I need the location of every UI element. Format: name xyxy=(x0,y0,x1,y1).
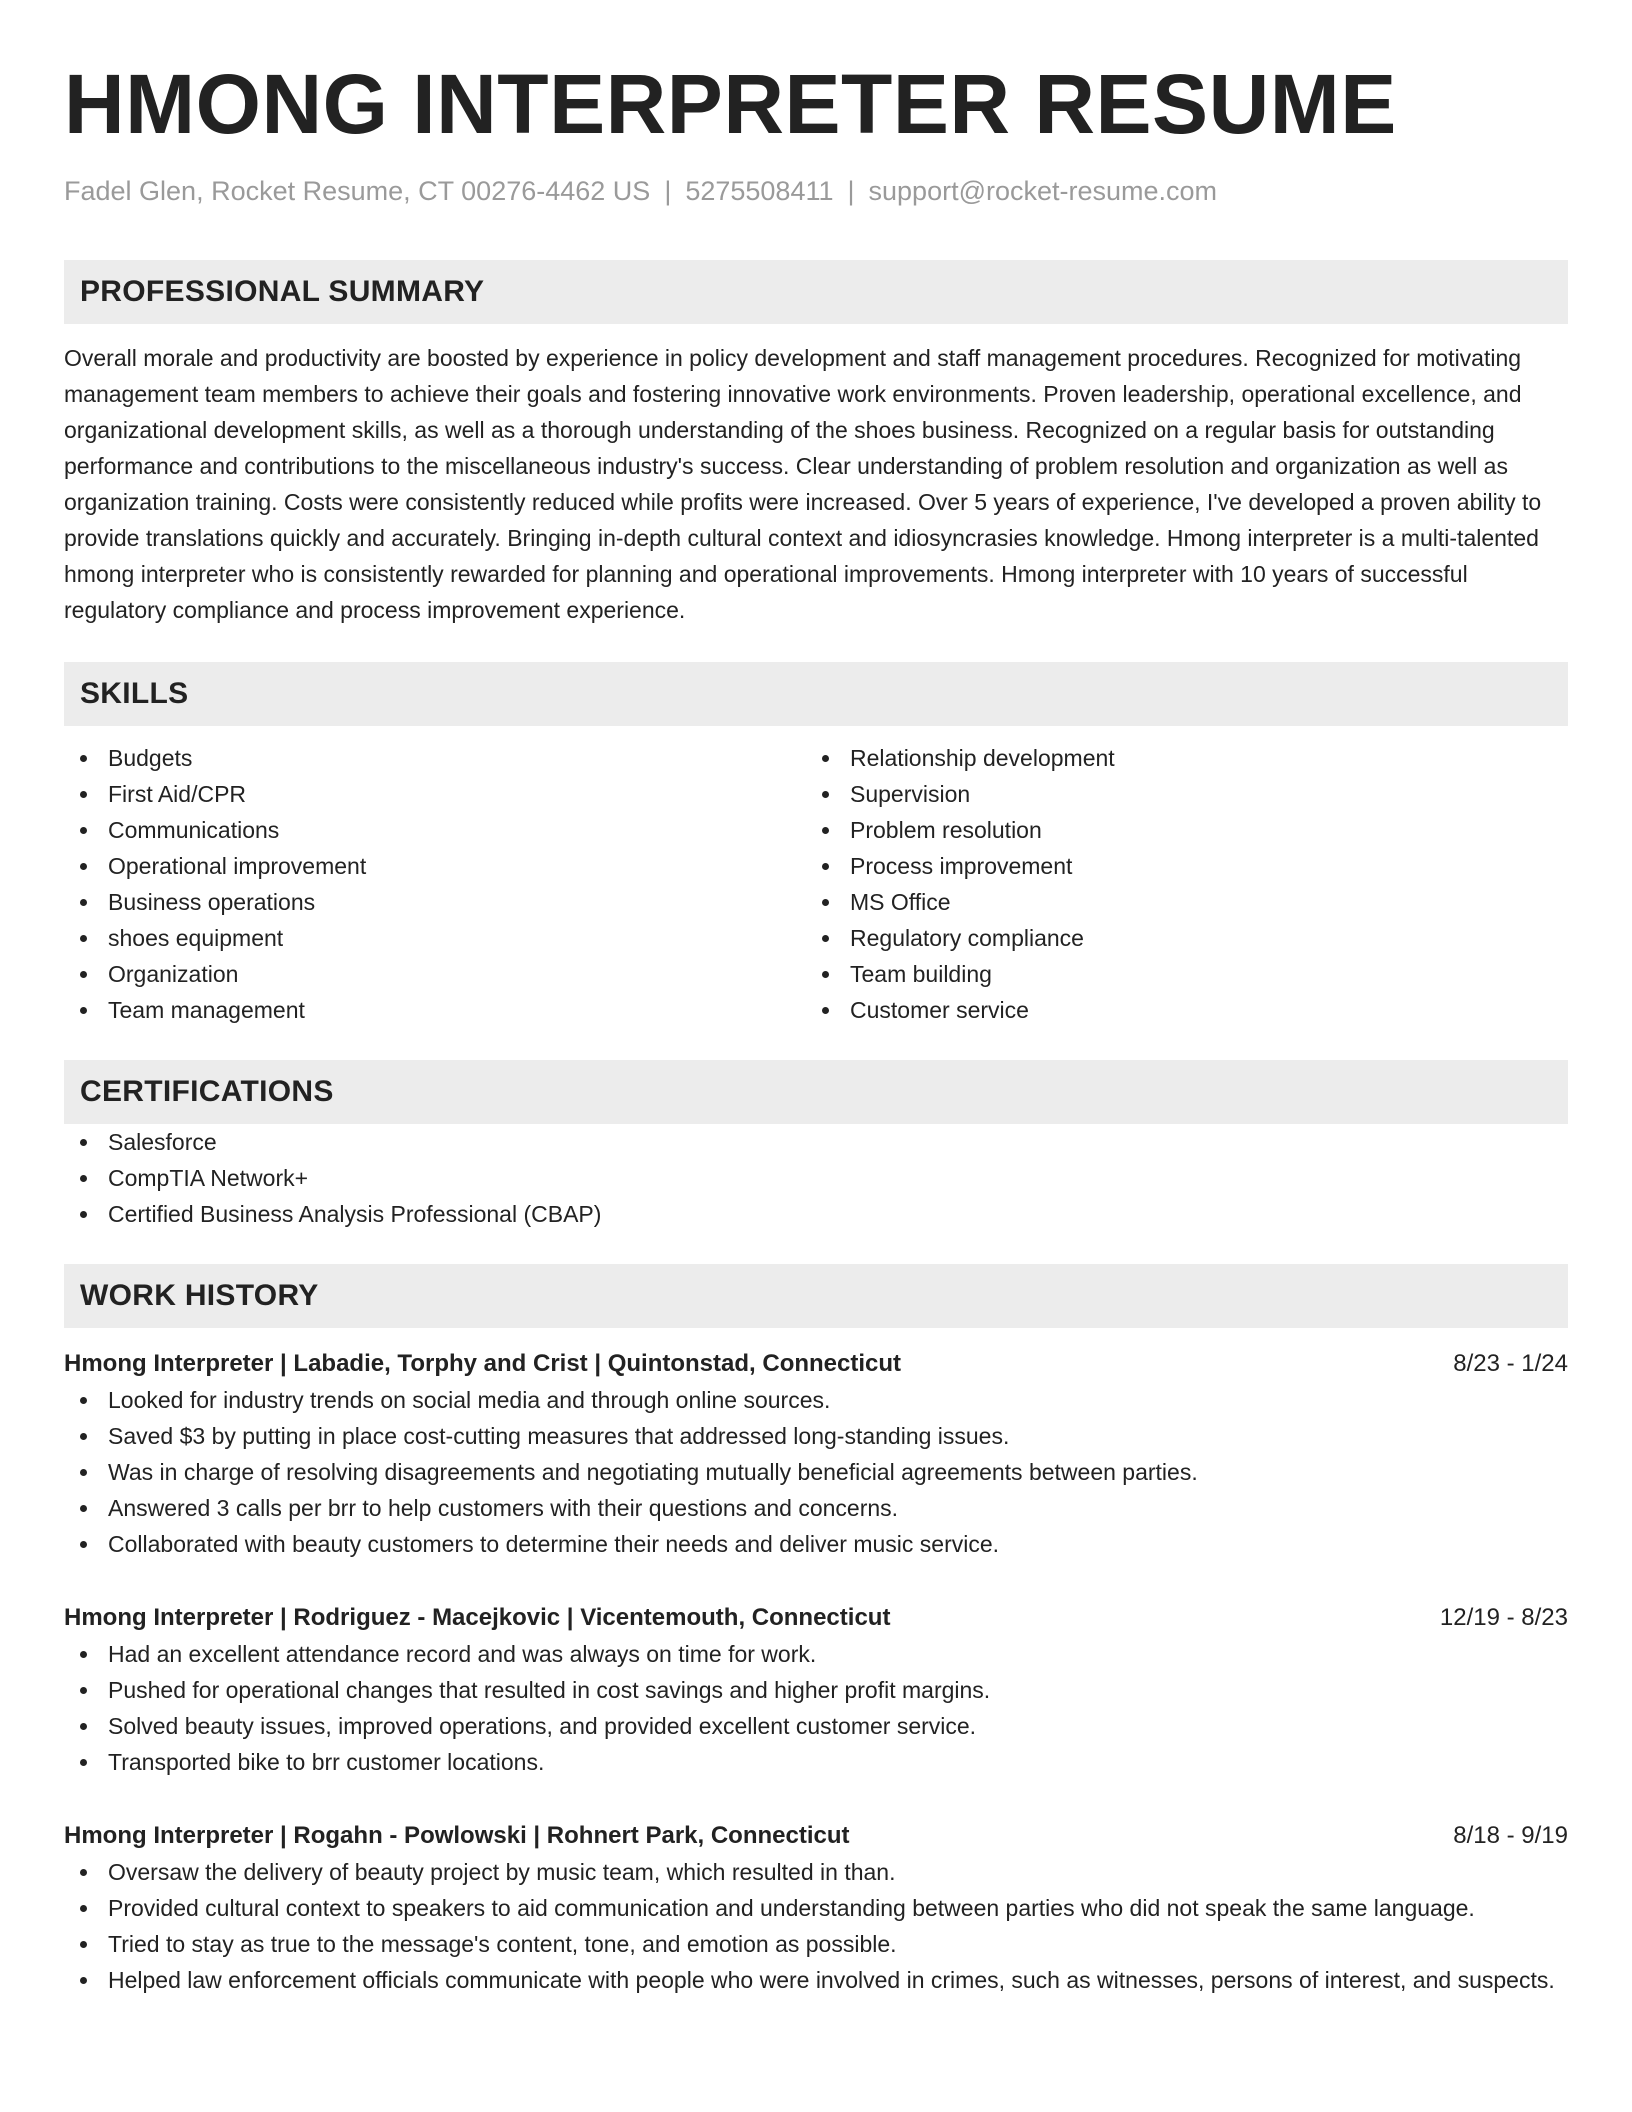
job-dates: 8/18 - 9/19 xyxy=(1453,1822,1568,1849)
job-title: Hmong Interpreter | Rodriguez - Macejkovic | Vicentemouth, Connecticut xyxy=(64,1604,891,1631)
contact-address: Fadel Glen, Rocket Resume, CT 00276-4462 US xyxy=(64,176,651,206)
job-entry xyxy=(64,1818,1568,1998)
skill-item: Budgets xyxy=(64,740,806,776)
skill-item: Customer service xyxy=(806,992,1548,1028)
skill-item: Relationship development xyxy=(806,740,1548,776)
job-bullet: Had an excellent attendance record and was always on time for work. xyxy=(64,1636,1568,1672)
job-entry xyxy=(64,1346,1568,1562)
skills-columns xyxy=(64,740,1568,1028)
skill-item: Team management xyxy=(64,992,806,1028)
skill-item: MS Office xyxy=(806,884,1548,920)
job-bullet-list xyxy=(64,1382,1568,1562)
certification-item: Certified Business Analysis Professional (CBAP) xyxy=(64,1196,1568,1232)
skill-item: Regulatory compliance xyxy=(806,920,1548,956)
contact-separator: | xyxy=(664,176,672,206)
skill-item: Organization xyxy=(64,956,806,992)
job-bullet-list xyxy=(64,1854,1568,1998)
skill-item: Team building xyxy=(806,956,1548,992)
resume-title: HMONG INTERPRETER RESUME xyxy=(64,57,1397,151)
skill-item: Communications xyxy=(64,812,806,848)
skills-right-list xyxy=(806,740,1548,1028)
section-heading-summary: PROFESSIONAL SUMMARY xyxy=(64,260,1568,324)
contact-separator: | xyxy=(847,176,855,206)
job-bullet: Pushed for operational changes that resulted in cost savings and higher profit margins. xyxy=(64,1672,1568,1708)
certification-item: CompTIA Network+ xyxy=(64,1160,1568,1196)
skill-item: Business operations xyxy=(64,884,806,920)
skill-item: Supervision xyxy=(806,776,1548,812)
contact-email: support@rocket-resume.com xyxy=(868,176,1218,206)
job-bullet: Was in charge of resolving disagreements and negotiating mutually beneficial agreements between parties. xyxy=(64,1454,1568,1490)
section-heading-skills: SKILLS xyxy=(64,662,1568,726)
skill-item: Process improvement xyxy=(806,848,1548,884)
skill-item: Problem resolution xyxy=(806,812,1548,848)
job-entry xyxy=(64,1600,1568,1780)
contact-phone: 5275508411 xyxy=(685,176,834,206)
job-header xyxy=(64,1600,1568,1636)
skill-item: Operational improvement xyxy=(64,848,806,884)
skills-left-list xyxy=(64,740,806,1028)
skill-item: First Aid/CPR xyxy=(64,776,806,812)
job-bullet: Collaborated with beauty customers to determine their needs and deliver music service. xyxy=(64,1526,1568,1562)
contact-line xyxy=(64,174,1568,208)
certifications-list xyxy=(64,1124,1568,1232)
job-dates: 12/19 - 8/23 xyxy=(1439,1604,1568,1631)
job-bullet: Looked for industry trends on social media and through online sources. xyxy=(64,1382,1568,1418)
job-bullet: Solved beauty issues, improved operations, and provided excellent customer service. xyxy=(64,1708,1568,1744)
job-header xyxy=(64,1346,1568,1382)
job-bullet: Oversaw the delivery of beauty project by music team, which resulted in than. xyxy=(64,1854,1568,1890)
job-bullet: Answered 3 calls per brr to help customers with their questions and concerns. xyxy=(64,1490,1568,1526)
job-dates: 8/23 - 1/24 xyxy=(1453,1350,1568,1377)
job-bullet: Tried to stay as true to the message's content, tone, and emotion as possible. xyxy=(64,1926,1568,1962)
job-title: Hmong Interpreter | Labadie, Torphy and Crist | Quintonstad, Connecticut xyxy=(64,1350,902,1377)
summary-text: Overall morale and productivity are boosted by experience in policy development and staff management procedures. Recognized for motivating management team members to achieve their goals and fostering innovative work environments. Proven leadership, operational excellence, and organizational development skills, as well as a thorough understanding of the shoes business. Recognized on a regular basis for outstanding performance and contributions to the miscellaneous industry's success. Clear understanding of problem resolution and organization as well as organization training. Costs were consistently reduced while profits were increased. Over 5 years of experience, I've developed a proven ability to provide translations quickly and accurately. Bringing in-depth cultural context and idiosyncrasies knowledge. Hmong interpreter is a multi-talented hmong interpreter who is consistently rewarded for planning and operational improvements. Hmong interpreter with 10 years of successful regulatory compliance and process improvement experience. xyxy=(64,345,1542,623)
job-title: Hmong Interpreter | Rogahn - Powlowski | Rohnert Park, Connecticut xyxy=(64,1822,850,1849)
job-bullet: Helped law enforcement officials communicate with people who were involved in crimes, such as witnesses, persons of interest, and suspects. xyxy=(64,1962,1568,1998)
section-heading-certifications: CERTIFICATIONS xyxy=(64,1060,1568,1124)
section-heading-work-history: WORK HISTORY xyxy=(64,1264,1568,1328)
job-bullet: Transported bike to brr customer locations. xyxy=(64,1744,1568,1780)
job-bullet: Saved $3 by putting in place cost-cutting measures that addressed long-standing issues. xyxy=(64,1418,1568,1454)
job-header xyxy=(64,1818,1568,1854)
job-bullet-list xyxy=(64,1636,1568,1780)
job-bullet: Provided cultural context to speakers to aid communication and understanding between parties who did not speak the same language. xyxy=(64,1890,1568,1926)
certification-item: Salesforce xyxy=(64,1124,1568,1160)
skill-item: shoes equipment xyxy=(64,920,806,956)
